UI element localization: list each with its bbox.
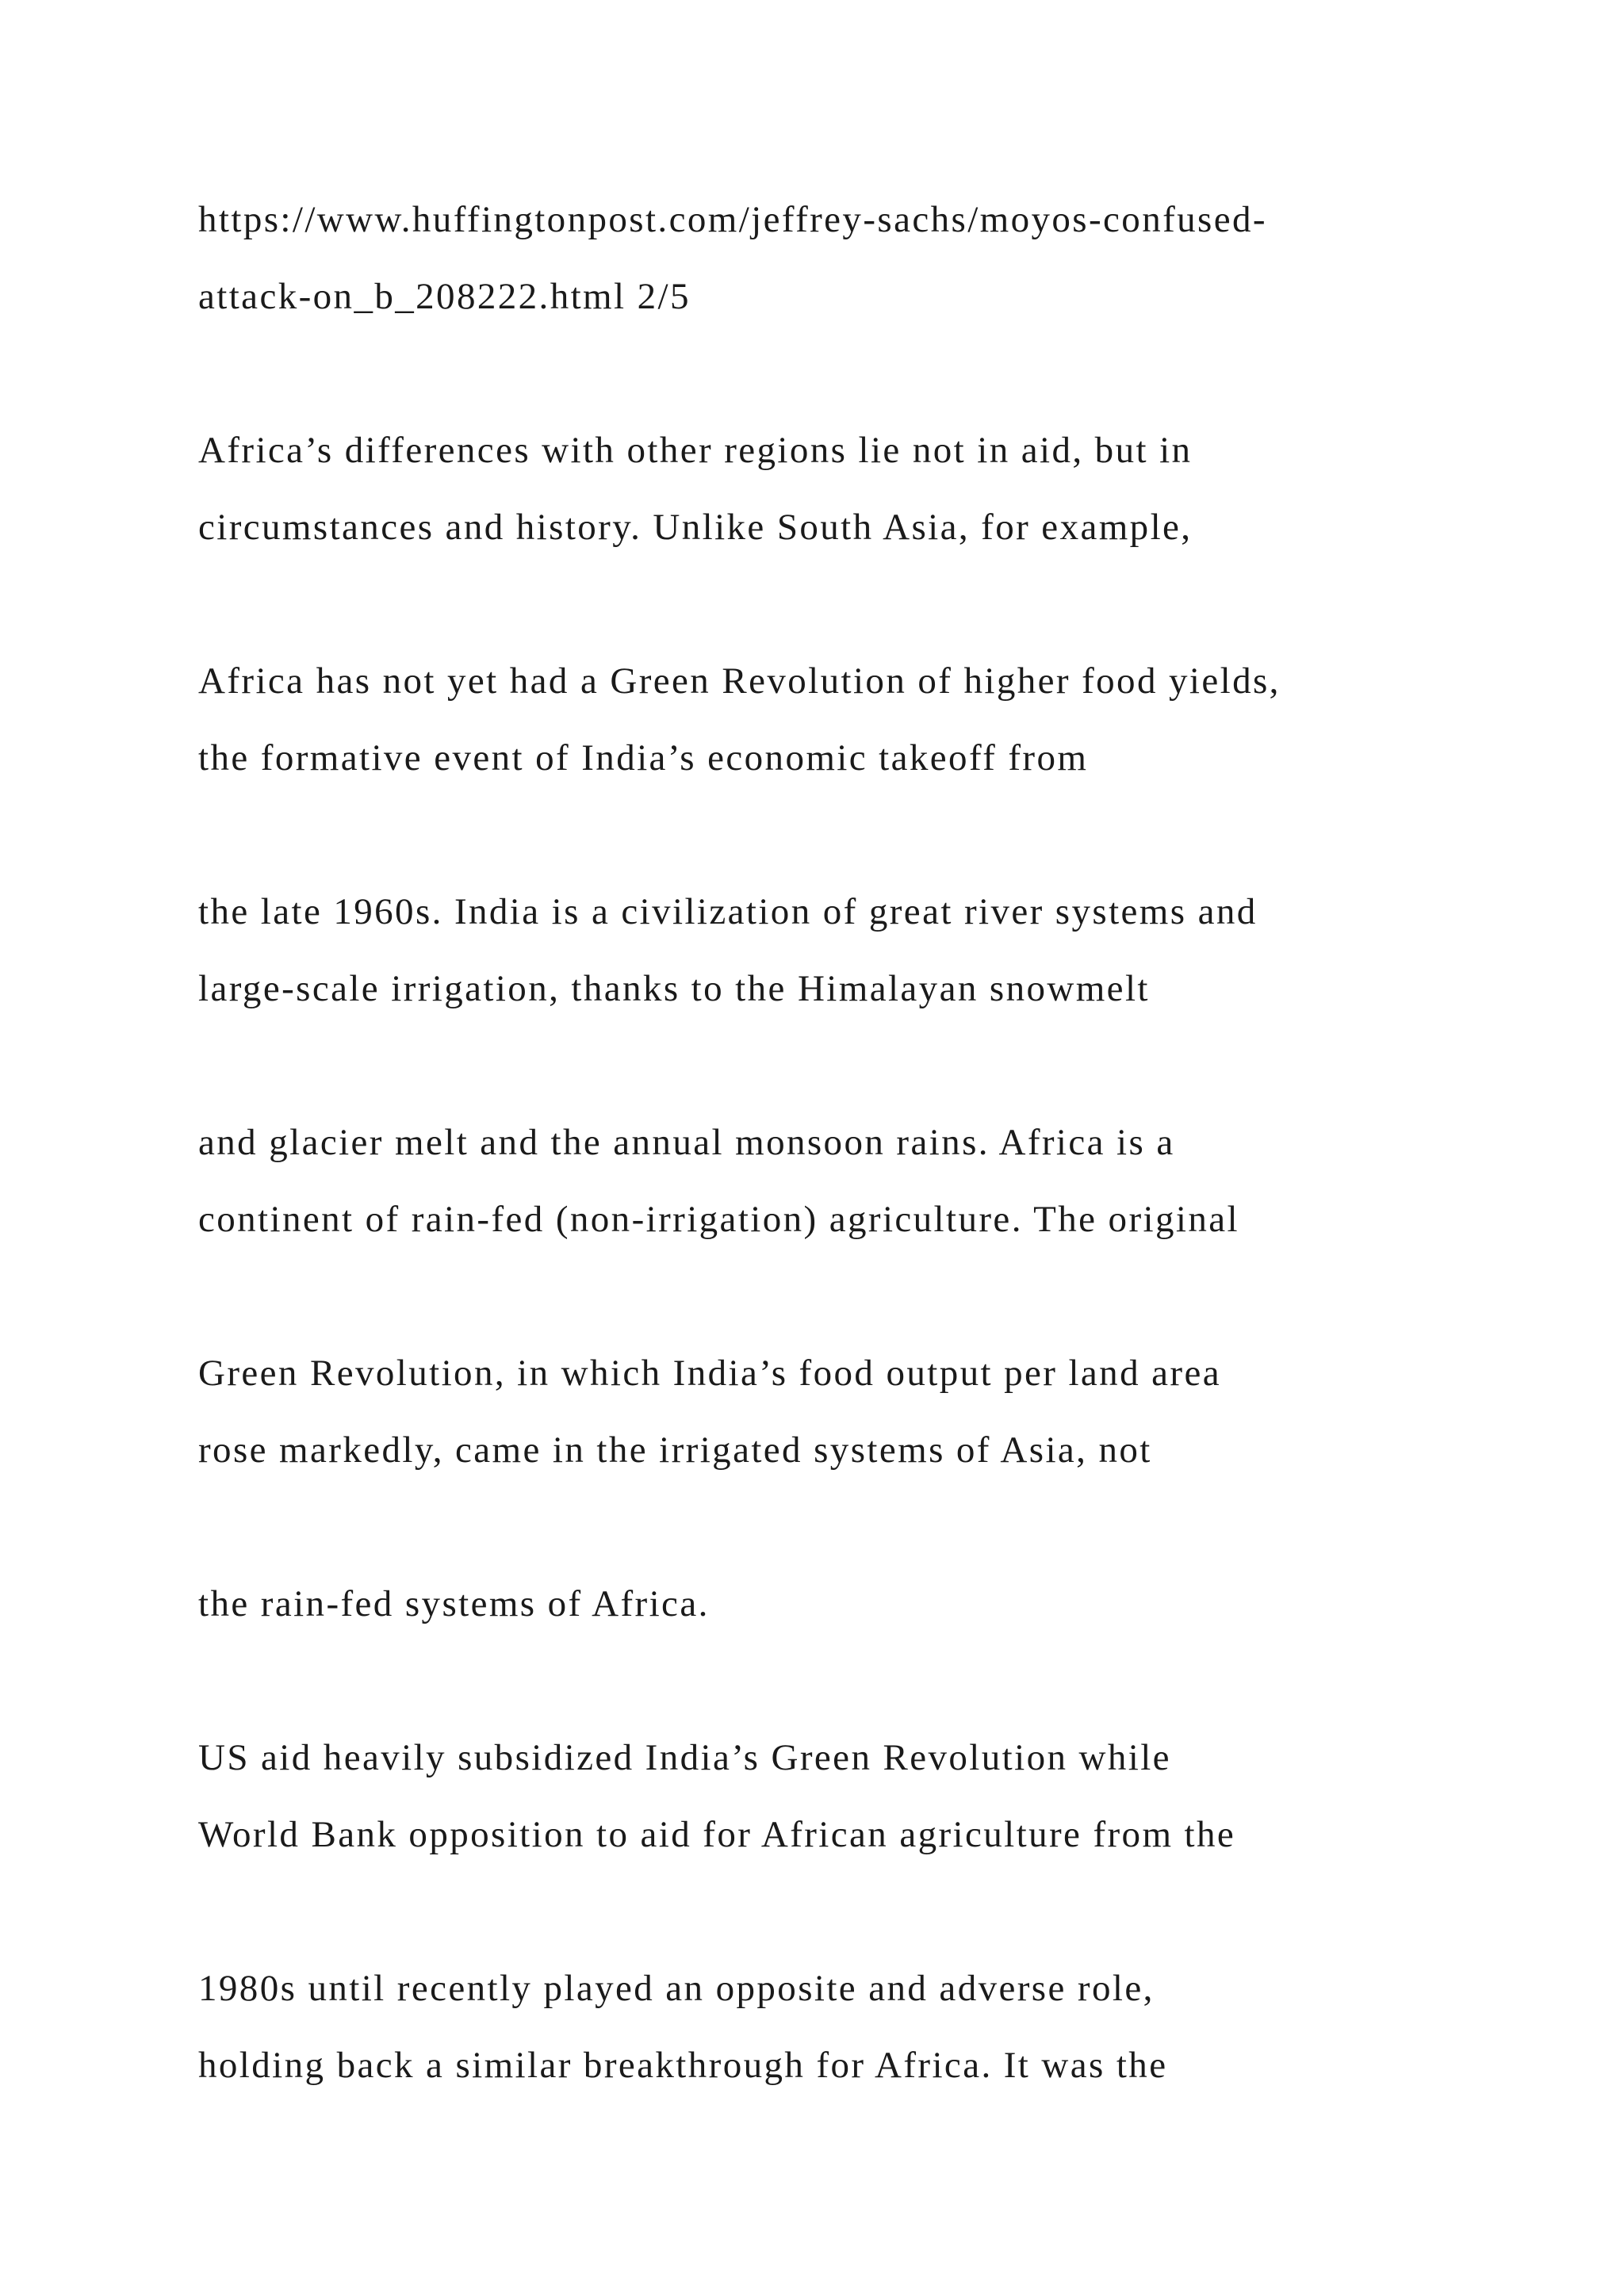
text-line: continent of rain-fed (non-irrigation) agriculture. The original [198,1199,1239,1240]
text-line: holding back a similar breakthrough for Africa. It was the [198,2045,1168,2086]
text-line: Africa has not yet had a Green Revolution of higher food yields, [198,660,1281,702]
text-line: World Bank opposition to aid for African agriculture from the [198,1814,1236,1855]
text-line: 1980s until recently played an opposite and adverse role, [198,1968,1155,2009]
source-url-line-2: attack-on_b_208222.html 2/5 [198,276,691,317]
text-line: Green Revolution, in which India’s food output per land area [198,1353,1221,1394]
text-line: and glacier melt and the annual monsoon rains. Africa is a [198,1122,1175,1163]
text-line: rose markedly, came in the irrigated systems of Asia, not [198,1429,1152,1471]
text-line: the late 1960s. India is a civilization of great river systems and [198,891,1258,932]
text-line: circumstances and history. Unlike South Asia, for example, [198,507,1193,548]
text-line: the formative event of India’s economic takeoff from [198,737,1089,779]
text-line: US aid heavily subsidized India’s Green Revolution while [198,1737,1171,1778]
text-line: the rain-fed systems of Africa. [198,1583,710,1624]
source-url-line-1: https://www.huffingtonpost.com/jeffrey-sachs/moyos-confused- [198,199,1267,240]
text-line: Africa’s differences with other regions lie not in aid, but in [198,430,1193,471]
text-line: large-scale irrigation, thanks to the Himalayan snowmelt [198,968,1150,1009]
